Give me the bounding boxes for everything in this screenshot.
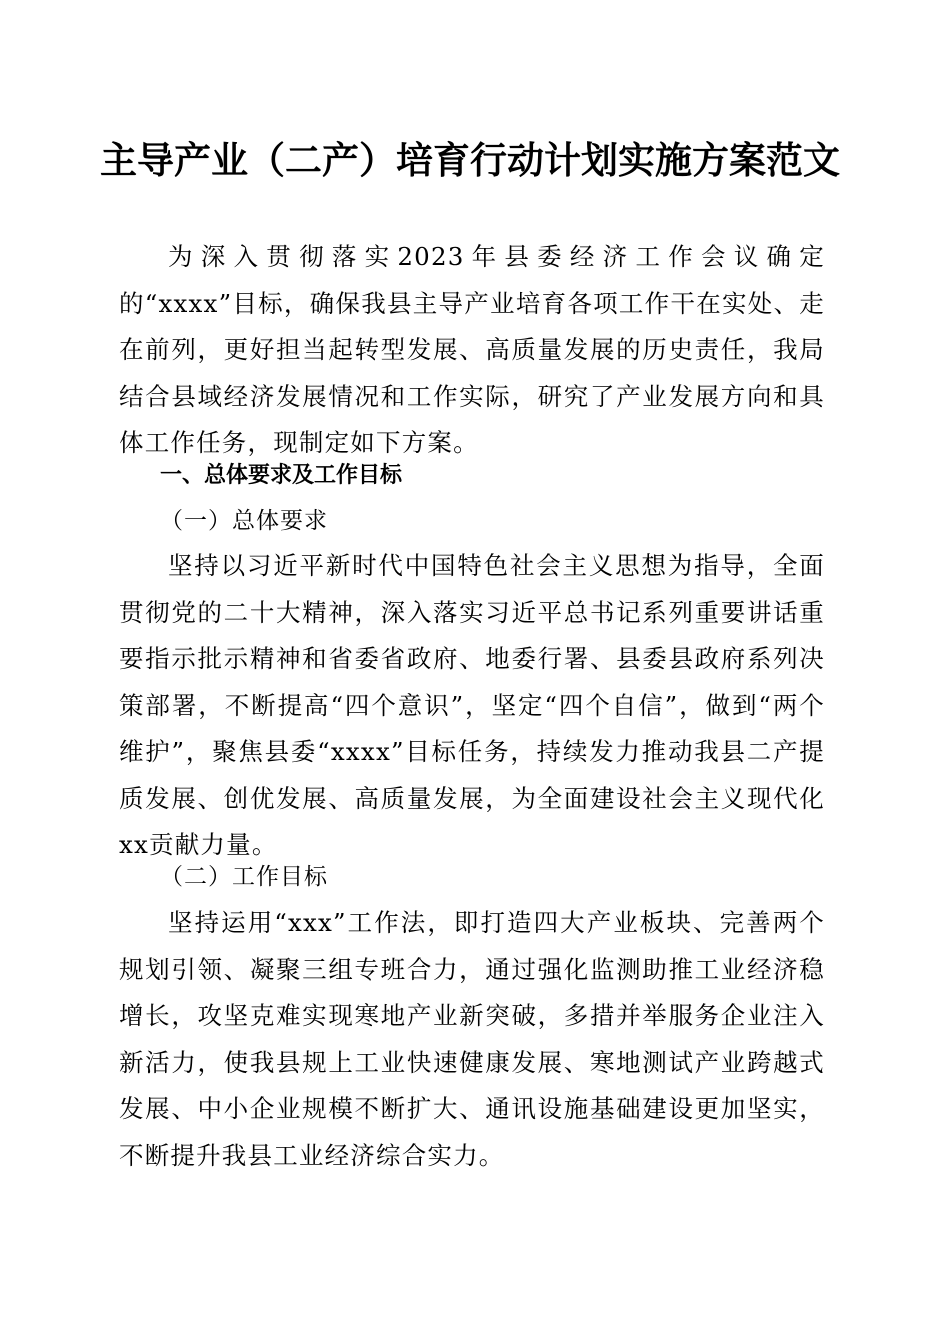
- section-heading-overall: 一、总体要求及工作目标: [160, 463, 403, 488]
- document-title: 主导产业（二产）培育行动计划实施方案范文: [100, 138, 840, 182]
- goals-paragraph: 坚持运用“xxx”工作法，即打造四大产业板块、完善两个规划引领、凝聚三组专班合力，通过强化监测助推工业经济稳增长，攻坚克难实现寒地产业新突破，多措并举服务企业注入新活力，使我县规上工业快速健康发展、寒地测试产业跨越式发展、中小企业规模不断扩大、通讯设施基础建设更加坚实，不断提升我县工业经济综合实力。: [119, 908, 825, 1170]
- subsection-heading-goals: （二）工作目标: [160, 864, 328, 890]
- subsection-heading-requirements: （一）总体要求: [160, 508, 328, 534]
- intro-paragraph: 为深入贯彻落实2023年县委经济工作会议确定的“xxxx”目标，确保我县主导产业培育各项工作干在实处、走在前列，更好担当起转型发展、高质量发展的历史责任，我局结合县域经济发展情况和工作实际，研究了产业发展方向和具体工作任务，现制定如下方案。: [119, 242, 825, 457]
- requirements-paragraph: 坚持以习近平新时代中国特色社会主义思想为指导，全面贯彻党的二十大精神，深入落实习近平总书记系列重要讲话重要指示批示精神和省委省政府、地委行署、县委县政府系列决策部署，不断提高“四个意识”，坚定“四个自信”，做到“两个维护”，聚焦县委“xxxx”目标任务，持续发力推动我县二产提质发展、创优发展、高质量发展，为全面建设社会主义现代化xx贡献力量。: [119, 551, 825, 859]
